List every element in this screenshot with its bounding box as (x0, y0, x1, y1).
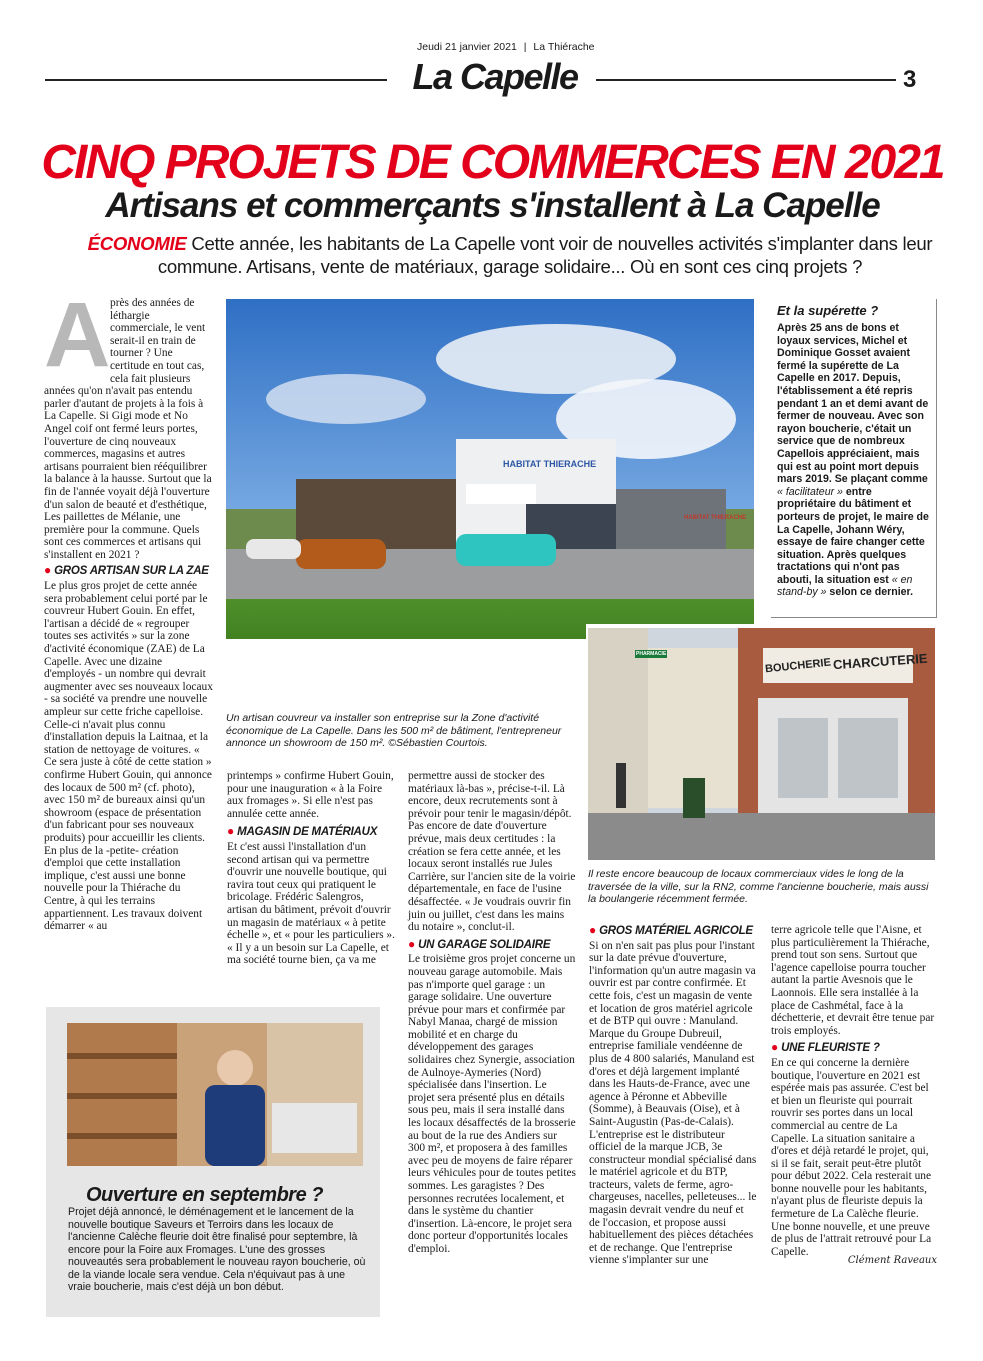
subhead-text: UN GARAGE SOLIDAIRE (418, 938, 551, 951)
sidebar-title: Et la supérette ? (777, 303, 879, 318)
col2-a: printemps » confirme Hubert Gouin, pour une inauguration « à la Foire aux fromages ». Si elle n'est pas annulée cette année. (227, 770, 394, 820)
bullet-icon: ● (408, 936, 416, 951)
box-text: Projet déjà annoncé, le déménagement et le lancement de la nouvelle boutique Saveurs et Terroirs dans les locaux de l'ancienne Calèche fleurie doit être finalisé pour septembre, là encore pour la Foire aux Fromages. L'une des grosses nouveautés sera probablement le nouveau rayon boucherie, où de la viande locale sera vendue. Cela n'équivaut pas à une vraie boucherie, mais c'est déjà un bon début. (68, 1206, 366, 1293)
photo2-caption: Il reste encore beaucoup de locaux commerciaux vides le long de la traversée de la ville, sur la RN2, comme l'ancienne boucherie, mais aussi la boulangerie récemment fermée. (588, 868, 929, 905)
pharmacie-sign: PHARMACIE (636, 651, 667, 657)
section-title: La Capelle (412, 56, 578, 97)
bullet-icon: ● (227, 824, 235, 839)
subhead-fleuriste (771, 1041, 937, 1055)
kicker: ÉCONOMIE (87, 233, 187, 254)
col3-a: permettre aussi de stocker des matériaux là-bas », précise-t-il. Là encore, deux recrutements sont à prévoir pour tenir le magasin/dépôt. Pas encore de date d'ouverture prévue, mais deux certitudes : la création se fera cette année, et les locaux seront installés rue Jules Carrière, sur l'ancien site de la voirie départementale, en face de l'usine désaffectée. « Je voudrais ouvrir fin juin ou juillet, c'est dans les mains du notaire », conclut-il. (408, 770, 576, 934)
bullet-icon: ● (771, 1040, 779, 1055)
boucherie-sign: BOUCHERIE (764, 656, 832, 676)
lead: Cette année, les habitants de La Capelle vont voir de nouvelles activités s'implanter dans leur commune. Artisans, vente de matériaux, garage solidaire... Où en sont ces cinq projets ? (157, 233, 933, 277)
column-1 (44, 297, 214, 933)
sidebar-text-a: Après 25 ans de bons et loyaux services, Michel et Dominique Gosset avaient fermé la supérette de La Capelle en 2017. Depuis, l'établissement a été repris pendant 1 an et demi avant de fermer de nouveau. Avec son rayon boucherie, c'était un service que de nombreux Capellois appréciaient, mais qui est au point mort depuis mars 2019. Se plaçant comme (777, 322, 929, 486)
col5-a: terre agricole telle que l'Aisne, et plus particulièrement la Thiérache, prend tout son sens. Surtout que l'agence capelloise pourra toucher autant la partie Avesnois que le Laonnois. Elle sera installée à la place de Cashmétal, face à la déchetterie, et devrait être tenue par trois employés. (771, 924, 935, 1037)
headline-title: CINQ PROJETS DE COMMERCES EN 2021 (41, 136, 944, 189)
box-title: Ouverture en septembre ? (86, 1184, 323, 1206)
photo-street (588, 628, 935, 860)
shop-illustration (67, 1023, 363, 1166)
subhead-garage (408, 938, 576, 952)
col1-intro: près des années de léthargie commerciale, le vent serait-il en train de tourner ? Une certitude en tout cas, cela fait plusieurs années qu'on n'avait pas entendu parler d'autant de projets à la fois à La Capelle. Si Gigi mode et No Angel coif ont fermé leurs portes, l'ouverture de cinq nouveaux commerces, magasins et autres artisans pourraient bien rééquilibrer la balance à la hausse. Surtout que la fin de l'année voyait déjà l'ouverture d'un salon de beauté et d'esthétique, Les paillettes de Mélanie, une première pour la commune. Quels sont ces commerces et artisans qui s'installent en 2021 ? (44, 297, 212, 561)
sidebar-quote-b: « en stand-by » (777, 573, 913, 599)
sidebar-text (777, 322, 929, 599)
subhead-materiel-agricole (589, 924, 757, 938)
col1-body: Le plus gros projet de cette année sera probablement celui porté par le couvreur Hubert Gouin. En effet, l'artisan a décidé de « regrouper toutes ses activités » sur la zone d'activité économique (ZAE) de La Capelle. Avec une dizaine d'employés - un nombre qui devrait augmenter avec ses nouveaux locaux - sa société va prendre une nouvelle ampleur sur cette friche capelloise. Celle-ci n'avait plus connu d'installation depuis la Laitnaa, et la station de nettoyage de voitures. « Ce sera juste à côté de cette station » confirme Hubert Gouin, qui annonce des locaux de 500 m² (cf. photo), avec 150 m² de bureaux ainsi qu'un showroom (espace de présentation d'un fabricant pour ses nouveaux produits) pour accueillir les clients. En plus de la -petite- création d'emploi que cette installation implique, c'est aussi une bonne nouvelle pour la Thiérache du Centre, à qui les terrains appartiennent. Les travaux doivent démarrer « au (44, 580, 213, 933)
header-dateline (417, 41, 595, 53)
drop-cap: A (44, 284, 111, 386)
subhead-gros-artisan (44, 564, 214, 578)
subhead-text: GROS ARTISAN SUR LA ZAE (54, 565, 209, 578)
bullet-icon: ● (589, 923, 597, 937)
header-rule-right (596, 79, 896, 81)
header-rule-left (45, 79, 387, 81)
column-4 (589, 924, 757, 1267)
building-sign-2: HABITAT THIERACHE (684, 515, 747, 521)
author-signature: Clément Raveaux (847, 1255, 937, 1267)
photo1-caption: Un artisan couvreur va installer son entreprise sur la Zone d'activité économique de La Capelle. Dans les 500 m² de bâtiment, l'entrepreneur annonce un showroom de 150 m². ©Sébastien Courtois. (226, 712, 562, 749)
column-3 (408, 770, 576, 1256)
sidebar-text-b: entre propriétaire du bâtiment et porteurs de projet, le maire de La Capelle, Johann Wéry, essaye de faire changer cette situation. Après quelques tractations qui n'ont pas abouti, la situation est (777, 485, 929, 586)
header-edition: La Thiérache (533, 41, 595, 53)
box-ouverture (46, 1007, 380, 1317)
header-date: Jeudi 21 janvier 2021 (417, 41, 517, 53)
subhead-text: UNE FLEURISTE ? (781, 1042, 880, 1055)
subhead-magasin (227, 825, 395, 839)
col2-b: Et c'est aussi l'installation d'un second artisan qui va permettre d'ouvrir une nouvelle boutique, qui ravira tout ceux qui pratiquent le bricolage. Frédéric Salengros, artisan du bâtiment, prévoit d'ouvrir un magasin de matériaux « à petite échelle », et « pour les particuliers ». « Il y a un besoin sur La Capelle, et ma société tourne bien, ça va me (227, 840, 395, 967)
column-5 (771, 924, 937, 1268)
col3-b: Le troisième gros projet concerne un nouveau garage automobile. Mais pas n'importe quel garage : un garage solidaire. Une ouverture prévue pour mars et confirmée par Nabyl Manaa, chargé de mission mobilité et en charge du développement des garages solidaires chez Synergie, association de Aulnoye-Aymeries (Nord) spécialisée dans l'insertion. Le projet sera présenté plus en détails sous peu, mais il sera installé dans les locaux désaffectés de la brosserie au bout de la rue des Andiers sur 300 m², et proposera à des familles avec peu de moyens de faire réparer leurs véhicules pour de toutes petites sommes. Les garagistes ? Des personnes recrutées localement, et dans le système du chantier d'insertion. Là-encore, le projet sera donc porteur d'opportunités locales d'emploi. (408, 953, 576, 1255)
col5-b: En ce qui concerne la dernière boutique, l'ouverture en 2021 est espérée mais pas assurée. C'est bel et bien un fleuriste qui pourrait rouvrir ses portes dans un local commercial au centre de La Capelle. La situation sanitaire a d'ores et déjà retardé le projet, qui, si il se fait, serait peut-être plutôt pour début 2022. Cela resterait une bonne nouvelle pour les habitants, n'ayant plus de fleuriste depuis la fermeture de La Calèche fleurie. Une bonne nouvelle, et une preuve de plus de l'attrait retrouvé pour La Capelle. (771, 1056, 932, 1258)
headline-subtitle: Artisans et commerçants s'installent à La Capelle (105, 186, 880, 225)
subhead-text: MAGASIN DE MATÉRIAUX (237, 826, 378, 839)
page-number: 3 (903, 66, 917, 93)
sidebar-quote-a: « facilitateur » (777, 485, 843, 498)
column-2 (227, 770, 395, 967)
header-separator: | (523, 41, 527, 53)
subhead-text: GROS MATÉRIEL AGRICOLE (599, 925, 753, 937)
photo-shop-interior (67, 1023, 363, 1166)
sidebar-text-c: selon ce dernier. (829, 586, 914, 599)
headline-lead-block (80, 233, 940, 278)
charcuterie-sign: CHARCUTERIE (832, 650, 929, 673)
drop-cap-space (44, 297, 110, 375)
building-sign-1: HABITAT THIERACHE (503, 459, 597, 469)
col4-body: Si on n'en sait pas plus pour l'instant sur la date prévue d'ouverture, l'information qu'un autre magasin va ouvrir est par contre confirmée. Et cette fois, c'est un magasin de vente et location de gros matériel agricole et de BTP qui ouvre : Manuland. Marque du Groupe Dubreuil, entreprise familiale vendéenne de plus de 4 800 salariés, Manuland est d'ores et déjà largement implanté dans les Hauts-de-France, avec une agence à Péronne et Abbeville (Somme), à Beauvais (Oise), et à Saint-Augustin (Pas-de-Calais). L'entreprise est le distributeur officiel de la marque JCB, 3e constructeur mondial spécialisé dans le matériel agricole et du BTP, tracteurs, valets de ferme, agro-chargeuses, nacelles, pelleteuses... le magasin devrait vendre du neuf et de l'occasion, et propose aussi habituellement des pièces détachées et de rechange. Que l'entreprise vienne s'implanter sur une (589, 939, 757, 1267)
bullet-icon: ● (44, 563, 52, 578)
sidebar-superette (771, 299, 937, 618)
